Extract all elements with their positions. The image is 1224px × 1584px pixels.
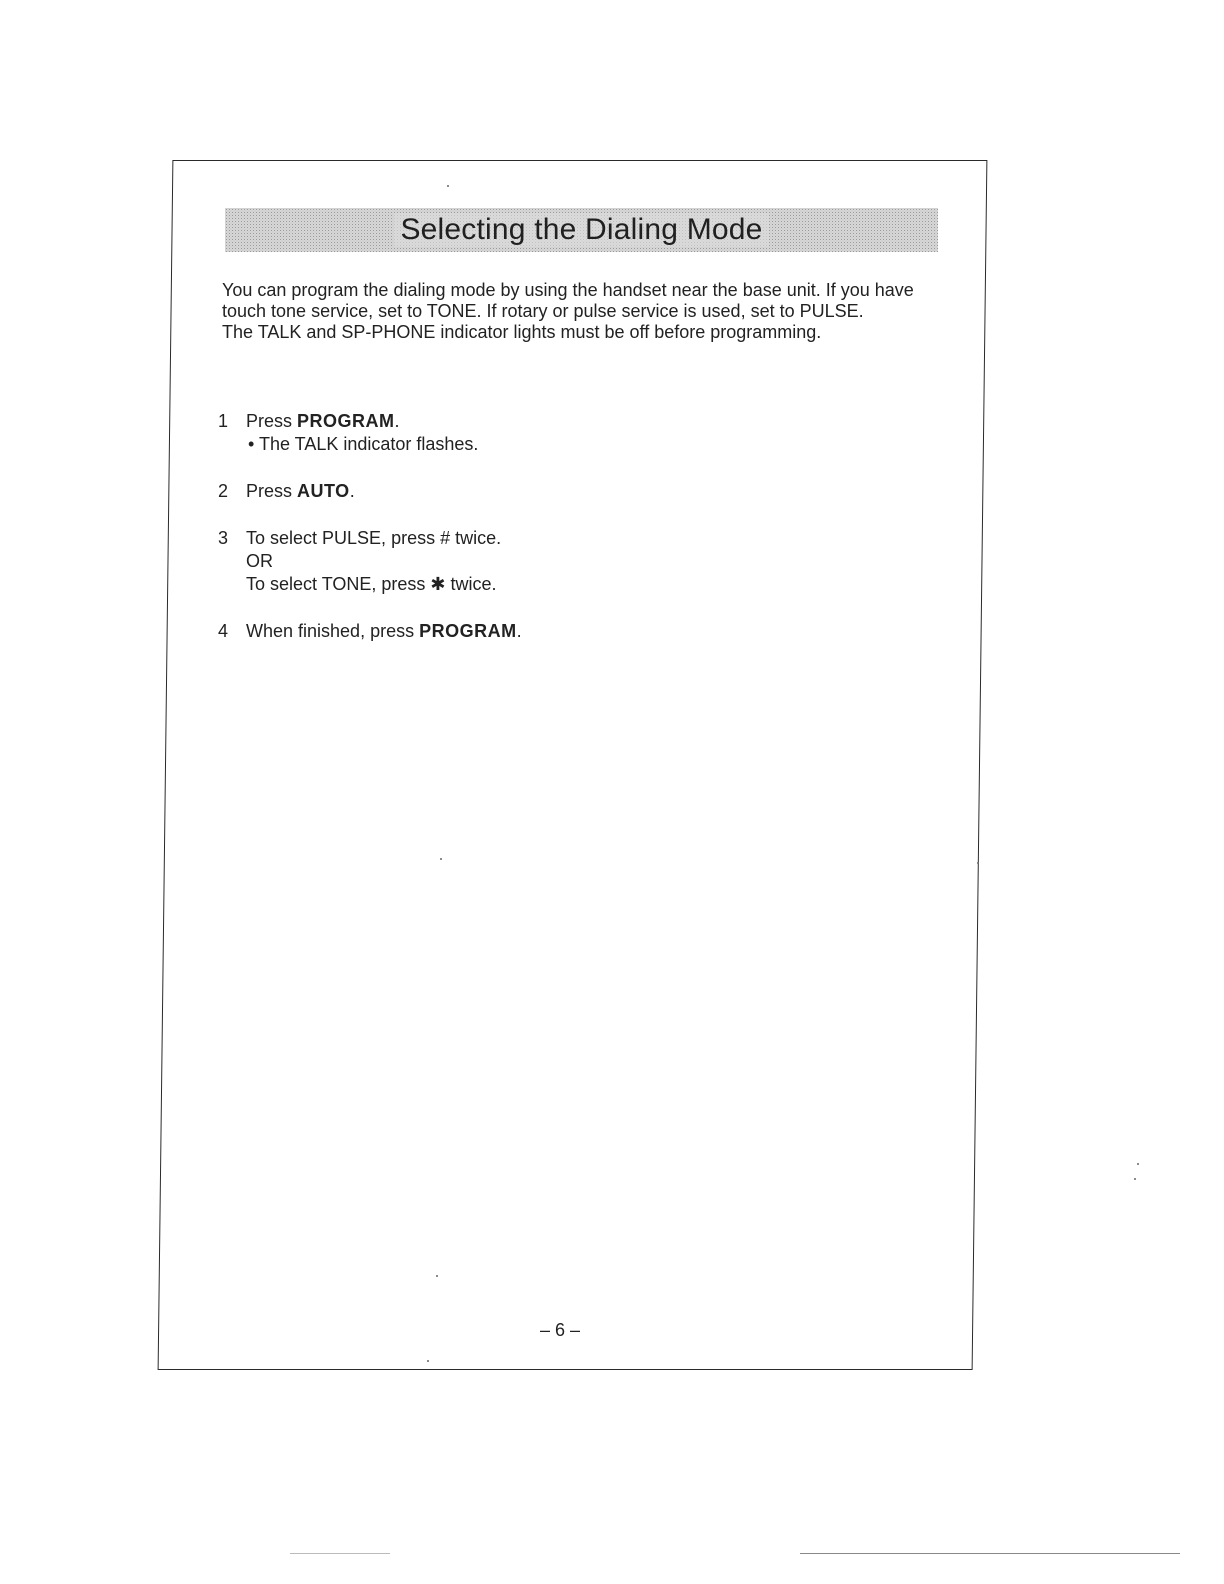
step-3 xyxy=(218,527,918,596)
step-number: 1 xyxy=(218,411,229,431)
scan-speck xyxy=(1134,1178,1136,1180)
scan-speck xyxy=(1137,1163,1139,1165)
step-text: When finished, press xyxy=(246,621,420,641)
section-title: Selecting the Dialing Mode xyxy=(394,213,768,247)
step-number: 2 xyxy=(218,481,229,501)
scan-line xyxy=(800,1553,1180,1554)
step-text: . xyxy=(516,621,522,641)
step-text: . xyxy=(394,411,400,431)
scan-speck xyxy=(447,185,449,187)
step-text: To select TONE, press ✱ twice. xyxy=(246,574,497,594)
step-number: 4 xyxy=(218,621,229,641)
key-name: PROGRAM xyxy=(419,621,517,641)
scan-speck xyxy=(436,1275,438,1277)
step-2 xyxy=(218,480,918,503)
step-text: OR xyxy=(246,551,273,571)
key-name: PROGRAM xyxy=(297,411,395,431)
step-4 xyxy=(218,620,918,643)
intro-paragraph-1: You can program the dialing mode by using the handset near the base unit. If you have touch tone service, set to TONE. If rotary or pulse service is used, set to PULSE. xyxy=(222,280,914,321)
scan-speck xyxy=(427,1360,429,1362)
step-note: • The TALK indicator flashes. xyxy=(248,434,479,454)
steps-list xyxy=(218,410,918,667)
step-text: . xyxy=(349,481,355,501)
scan-speck xyxy=(440,858,442,860)
page-number: – 6 – xyxy=(539,1320,581,1340)
step-text: Press xyxy=(246,481,298,501)
intro-paragraph-2: The TALK and SP-PHONE indicator lights must be off before programming. xyxy=(222,322,822,342)
step-1 xyxy=(218,410,918,456)
scan-line xyxy=(290,1553,390,1554)
key-name: AUTO xyxy=(297,481,350,501)
step-number: 3 xyxy=(218,528,229,548)
scan-speck xyxy=(977,862,979,864)
section-title-bar xyxy=(225,208,938,252)
intro-text xyxy=(222,280,942,343)
step-text: Press xyxy=(246,411,298,431)
step-text: To select PULSE, press # twice. xyxy=(246,528,502,548)
